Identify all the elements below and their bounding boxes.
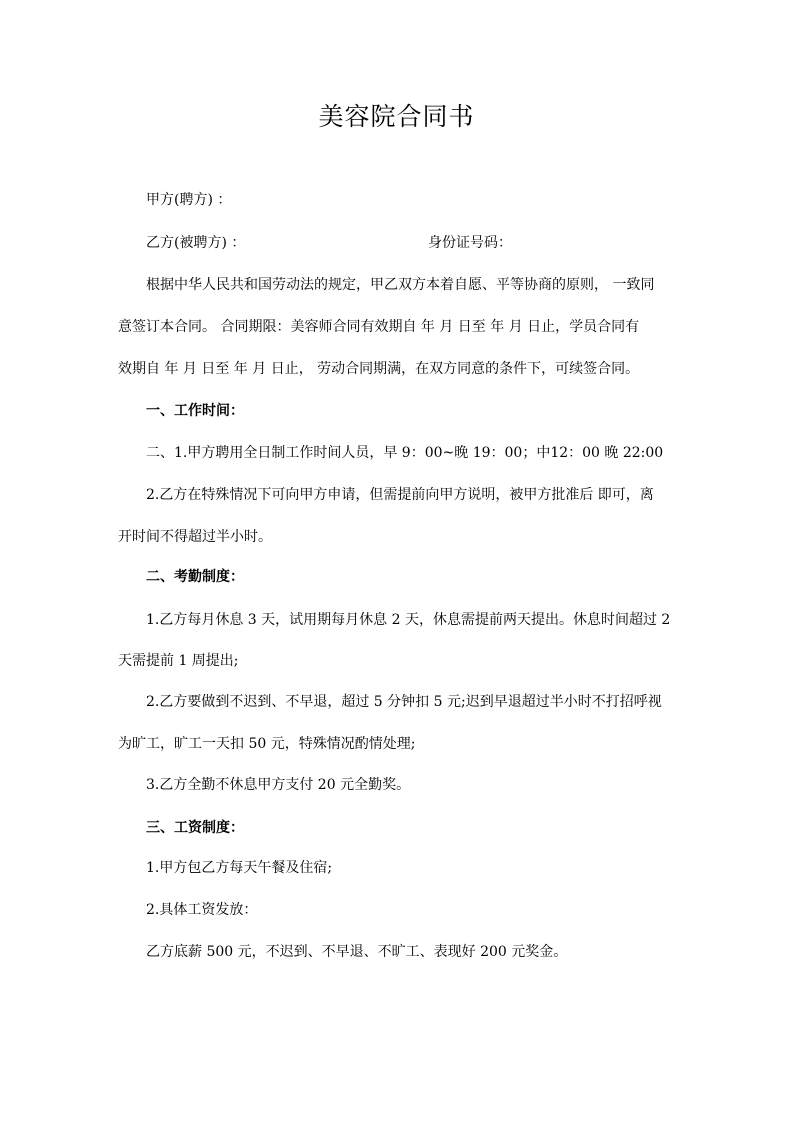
section-heading: 二、考勤制度：: [146, 569, 244, 585]
section-line: 开时间不得超过半小时。: [118, 529, 272, 545]
section-line: 为旷工，旷工一天扣 50 元，特殊情况酌情处理;: [118, 736, 416, 752]
preamble-line: 根据中华人民共和国劳动法的规定，甲乙双方本着自愿、平等协商的原则， 一致同: [146, 277, 655, 293]
section-line: 1.甲方包乙方每天午餐及住宿;: [146, 860, 333, 876]
section-line: 2.乙方在特殊情况下可向甲方申请，但需提前向甲方说明，被甲方批准后 即可，离: [146, 487, 654, 503]
preamble-line: 意签订本合同。 合同期限：美容师合同有效期自 年 月 日至 年 月 日止，学员合同有: [118, 319, 640, 335]
section-heading: 三、工资制度：: [146, 820, 244, 836]
party-a-label: 甲方(聘方) ：: [146, 192, 232, 208]
section-line: 2.具体工资发放：: [146, 902, 258, 918]
section-line: 2.乙方要做到不迟到、不早退，超过 5 分钟扣 5 元;迟到早退超过半小时不打招呼视: [146, 694, 662, 710]
document-title: 美容院合同书: [318, 102, 475, 131]
section-line: 天需提前 1 周提出;: [118, 653, 239, 669]
section-line: 二、1.甲方聘用全日制工作时间人员，早 9：00~晚 19：00；中12：00 晚 22:00: [146, 445, 664, 461]
preamble-line: 效期自 年 月 日至 年 月 日止， 劳动合同期满，在双方同意的条件下，可续签合同。: [118, 361, 640, 377]
id-number-label: 身份证号码：: [428, 235, 512, 251]
section-line: 1.乙方每月休息 3 天，试用期每月休息 2 天，休息需提前两天提出。休息时间超过 2: [146, 612, 671, 628]
section-heading: 一、工作时间：: [146, 403, 244, 419]
party-b-label: 乙方(被聘方) ：: [146, 235, 246, 251]
section-line: 3.乙方全勤不休息甲方支付 20 元全勤奖。: [146, 777, 411, 793]
section-line: 乙方底薪 500 元，不迟到、不早退、不旷工、表现好 200 元奖金。: [146, 944, 568, 960]
